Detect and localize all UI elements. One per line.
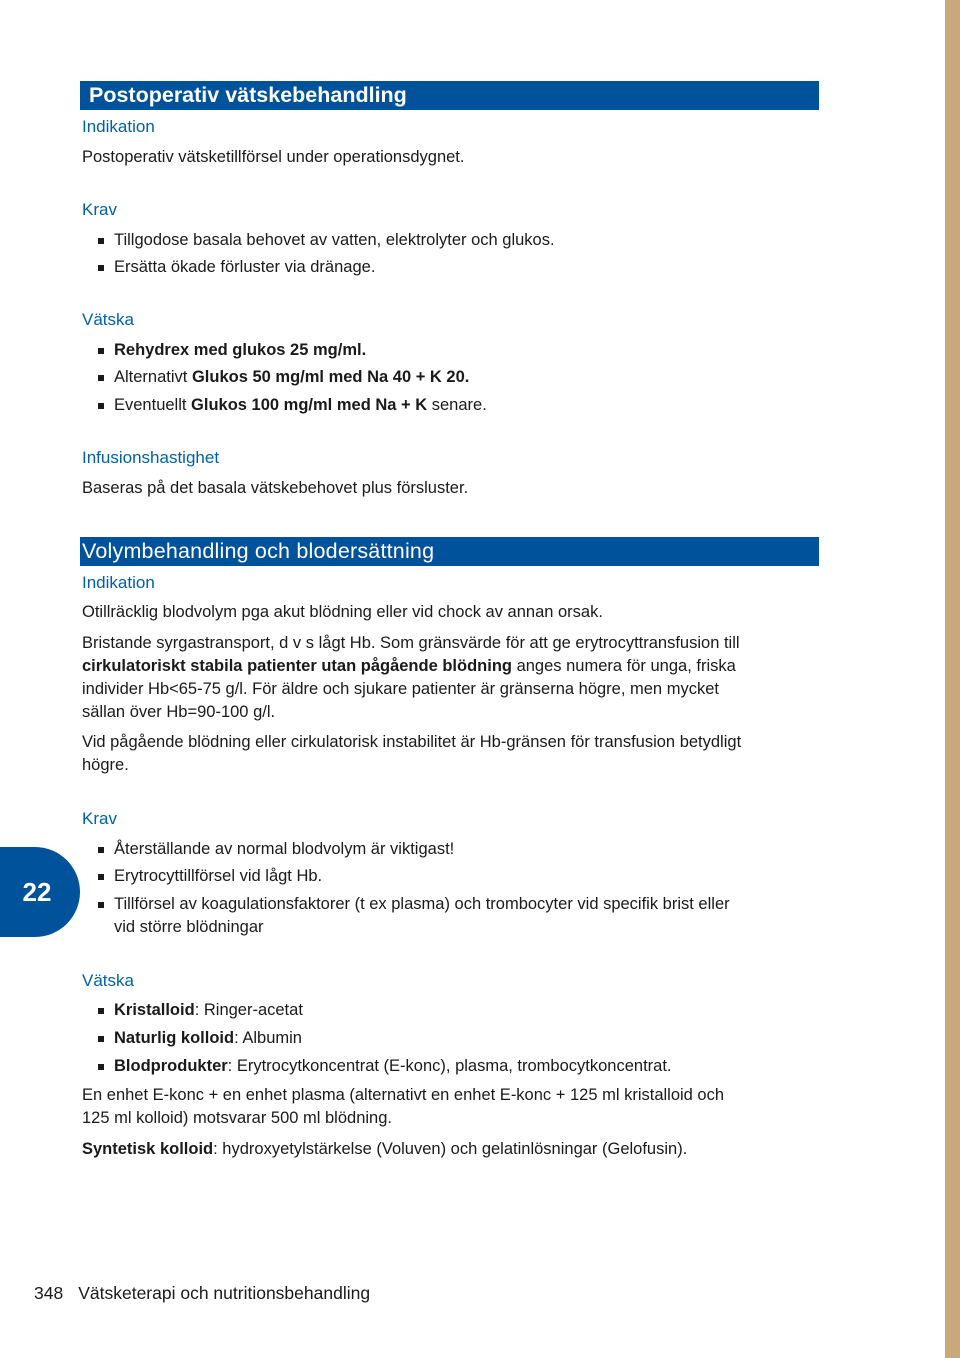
- heading-vatska: Vätska: [82, 310, 134, 329]
- indikation-text: Postoperativ vätsketillförsel under operationsdygnet.: [82, 148, 465, 166]
- list-item-bold: Glukos 50 mg/ml med Na 40 + K 20.: [191, 368, 470, 386]
- page-number: 348: [34, 1283, 64, 1303]
- list-item: [98, 1055, 818, 1078]
- list-item-bold: Rehydrex med glukos 25 mg/ml.: [114, 341, 367, 359]
- paragraph-line: högre.: [82, 756, 129, 774]
- list-item-bold: Kristalloid: [114, 1001, 195, 1019]
- heading-vatska: Vätska: [82, 971, 134, 990]
- list-item-text: Tillförsel av koagulationsfaktorer (t ex plasma) och trombocyter vid specifik brist eller: [114, 895, 730, 913]
- bullet-icon: [98, 874, 104, 880]
- bullet-icon: [98, 1008, 104, 1014]
- section-title-volymbehandling: Volymbehandling och blodersättning: [80, 537, 819, 566]
- list-item-text: Eventuellt: [114, 396, 192, 414]
- list-item-text: Alternativt: [114, 368, 192, 386]
- bullet-icon: [98, 265, 104, 271]
- list-item: [98, 339, 818, 362]
- list-item: [98, 394, 818, 417]
- heading-krav: Krav: [82, 200, 117, 219]
- section-tab-number: 22: [22, 876, 52, 907]
- list-item: [98, 865, 818, 888]
- paragraph-line: Vid pågående blödning eller cirkulatorisk instabilitet är Hb-gränsen för transfusion betydligt: [82, 733, 742, 751]
- list-item-text: : Albumin: [234, 1029, 302, 1047]
- list-item: [98, 1027, 818, 1050]
- paragraph-line: individer Hb<65-75 g/l. För äldre och sjukare patienter är gränserna högre, men mycket: [82, 680, 719, 698]
- heading-indikation: Indikation: [82, 117, 155, 136]
- page-edge-strip: [945, 0, 960, 1358]
- list-item: [98, 256, 818, 279]
- bullet-icon: [98, 902, 104, 908]
- list-item-bold: Naturlig kolloid: [114, 1029, 235, 1047]
- indikation-paragraph-1: Otillräcklig blodvolym pga akut blödning eller vid chock av annan orsak.: [82, 603, 603, 621]
- paragraph-line: sällan över Hb=90-100 g/l.: [82, 703, 276, 721]
- enhet-paragraph: [82, 1084, 820, 1130]
- list-item: [98, 838, 818, 861]
- list-item-text: Erytrocyttillförsel vid lågt Hb.: [114, 867, 323, 885]
- paragraph-bold: Syntetisk kolloid: [82, 1140, 214, 1158]
- book-title: Vätsketerapi och nutritionsbehandling: [78, 1283, 371, 1303]
- section-tab: [0, 847, 80, 937]
- indikation-paragraph-3: [82, 731, 820, 777]
- indikation-paragraph-2: [82, 632, 820, 724]
- paragraph-line: [82, 655, 820, 678]
- bullet-icon: [98, 847, 104, 853]
- infusion-text: Baseras på det basala vätskebehovet plus försluster.: [82, 479, 469, 497]
- syntetisk-kolloid-paragraph: [82, 1138, 820, 1161]
- list-item-text: : Erytrocytkoncentrat (E-konc), plasma, trombocytkoncentrat.: [227, 1057, 672, 1075]
- list-item: [98, 893, 818, 939]
- bullet-icon: [98, 238, 104, 244]
- heading-infusionshastighet: Infusionshastighet: [82, 448, 220, 467]
- bullet-icon: [98, 1064, 104, 1070]
- list-item: [98, 366, 818, 389]
- bullet-icon: [98, 375, 104, 381]
- list-item: [98, 229, 818, 252]
- paragraph-line: En enhet E-konc + en enhet plasma (alternativt en enhet E-konc + 125 ml kristalloid och: [82, 1086, 725, 1104]
- paragraph-text: anges numera för unga, friska: [512, 657, 736, 675]
- bullet-icon: [98, 1036, 104, 1042]
- section-title-postoperativ: Postoperativ vätskebehandling: [80, 81, 819, 110]
- bullet-icon: [98, 348, 104, 354]
- list-item-text: Återställande av normal blodvolym är viktigast!: [114, 840, 455, 858]
- paragraph-text: : hydroxyetylstärkelse (Voluven) och gelatinlösningar (Gelofusin).: [213, 1140, 688, 1158]
- bullet-icon: [98, 403, 104, 409]
- paragraph-line: 125 ml kolloid) motsvarar 500 ml blödning.: [82, 1109, 392, 1127]
- page-footer: [34, 1283, 370, 1304]
- heading-krav: Krav: [82, 809, 117, 828]
- list-item-bold: Blodprodukter: [114, 1057, 228, 1075]
- list-item-text: : Ringer-acetat: [194, 1001, 303, 1019]
- list-item-text: senare.: [427, 396, 487, 414]
- heading-indikation: Indikation: [82, 573, 155, 592]
- paragraph-line: Bristande syrgastransport, d v s lågt Hb. Som gränsvärde för att ge erytrocyttransfusion till: [82, 634, 740, 652]
- list-item: [98, 999, 818, 1022]
- list-item-text: Ersätta ökade förluster via dränage.: [114, 258, 376, 276]
- list-item-text: Tillgodose basala behovet av vatten, elektrolyter och glukos.: [114, 231, 555, 249]
- list-item-bold: Glukos 100 mg/ml med Na + K: [191, 396, 428, 414]
- paragraph-bold: cirkulatoriskt stabila patienter utan pågående blödning: [82, 657, 512, 675]
- list-item-text: vid större blödningar: [114, 918, 264, 936]
